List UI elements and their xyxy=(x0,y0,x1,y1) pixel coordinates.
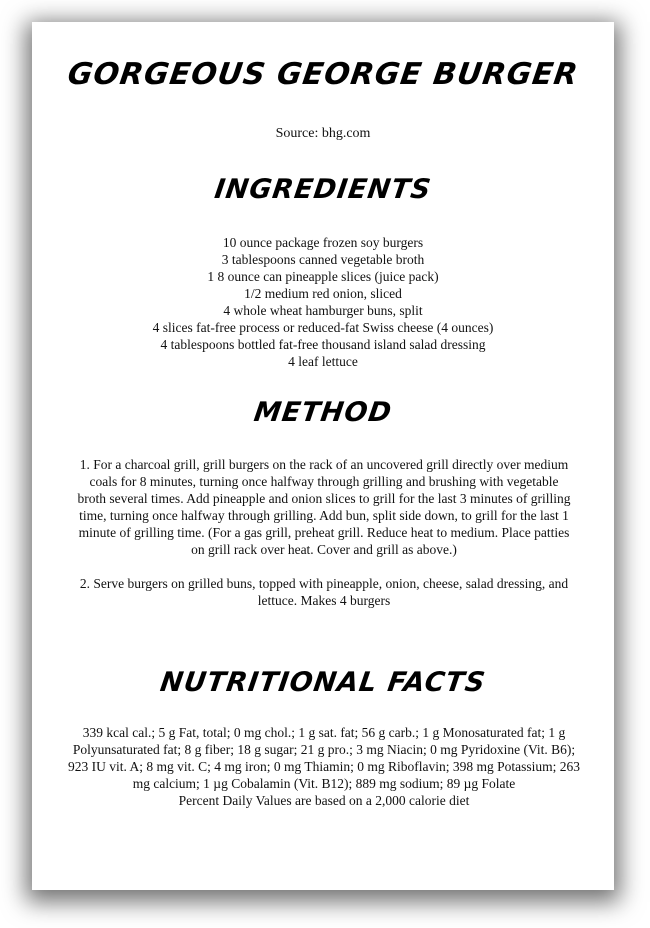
ingredient-item: 4 tablespoons bottled fat-free thousand island salad dressing xyxy=(160,337,486,352)
ingredient-item: 4 leaf lettuce xyxy=(288,354,358,369)
ingredients-list xyxy=(32,234,614,370)
ingredient-item: 4 whole wheat hamburger buns, split xyxy=(223,303,423,318)
ingredient-item: 10 ounce package frozen soy burgers xyxy=(222,235,424,250)
method-step: 2. Serve burgers on grilled buns, topped with pineapple, onion, cheese, salad dressing, and lettuce. Makes 4 burgers xyxy=(79,576,569,608)
ingredient-item: 3 tablespoons canned vegetable broth xyxy=(221,252,425,267)
nutrition-facts: 339 kcal cal.; 5 g Fat, total; 0 mg chol.; 1 g sat. fat; 56 g carb.; 1 g Monosaturated fat; 1 g Polyunsaturated fat; 8 g fiber; 18 g sugar; 21 g pro.; 3 mg Niacin; 0 mg Pyridoxine (Vit. B6); 923 IU vit. A; 8 mg vit. C; 4 mg iron; 0 mg Thiamin; 0 mg Riboflavin; 398 mg Potassium; 263 mg calcium; 1 µg Cobalamin (Vit. B12); 889 mg sodium; 89 µg Folate xyxy=(67,725,580,791)
recipe-source: Source: bhg.com xyxy=(275,126,371,141)
method-heading: METHOD xyxy=(251,397,395,428)
nutrition-section xyxy=(66,724,582,809)
ingredient-item: 4 slices fat-free process or reduced-fat Swiss cheese (4 ounces) xyxy=(152,320,494,335)
ingredient-item: 1 8 ounce can pineapple slices (juice pack) xyxy=(207,269,439,284)
daily-values-note: Percent Daily Values are based on a 2,000 calorie diet xyxy=(178,793,470,808)
method-section xyxy=(76,456,572,609)
recipe-card xyxy=(32,22,614,890)
recipe-title: GORGEOUS GEORGE BURGER xyxy=(65,57,581,92)
ingredient-item: 1/2 medium red onion, sliced xyxy=(244,286,402,301)
method-step: 1. For a charcoal grill, grill burgers on the rack of an uncovered grill directly over medium coals for 8 minutes, turning once halfway through grilling and brushing with vegetable broth several times. Add pineapple and onion slices to grill for the last 3 minutes of grilling time, turning once halfway through grilling. Add bun, split side down, to grill for the last 1 minute of grilling time. (For a gas grill, preheat grill. Reduce heat to medium. Place patties on grill rack over heat. Cover and grill as above.) xyxy=(77,457,571,557)
nutrition-heading: NUTRITIONAL FACTS xyxy=(158,667,488,698)
ingredients-heading: INGREDIENTS xyxy=(212,174,434,205)
